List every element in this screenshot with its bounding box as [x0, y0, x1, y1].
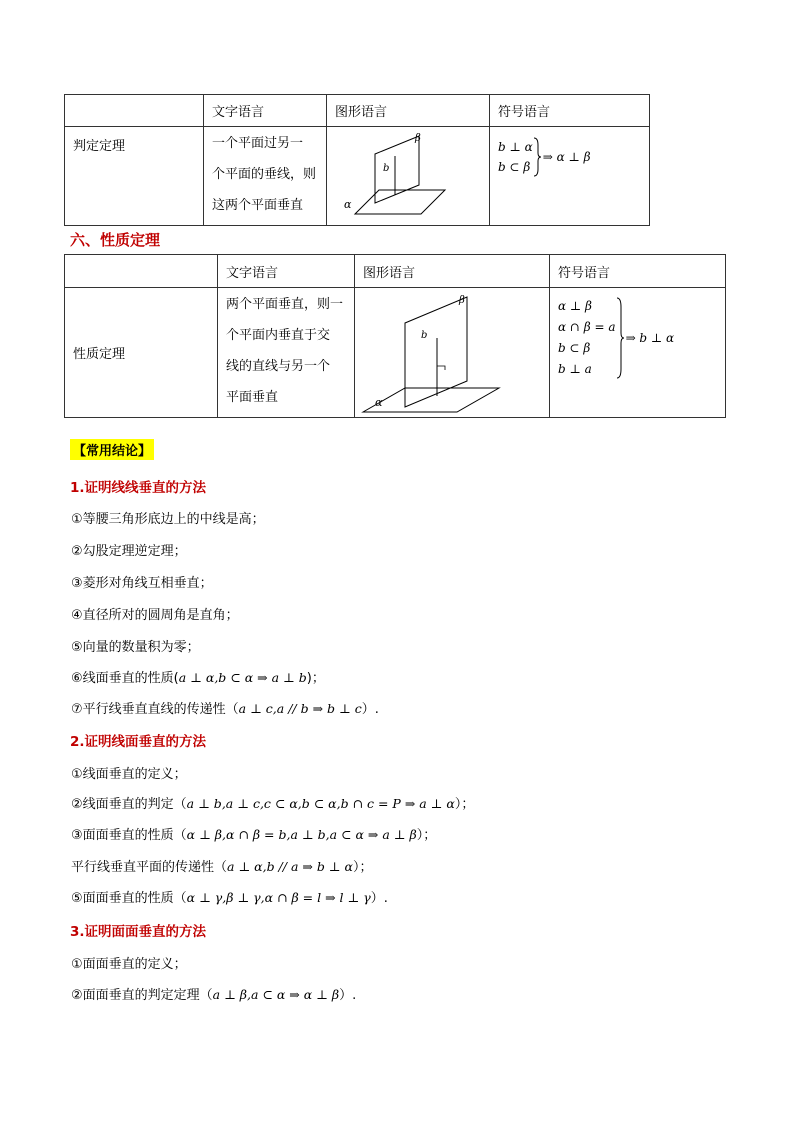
symbol-line: b ⊂ β	[498, 160, 531, 174]
item-text: ③面面垂直的性质（	[71, 828, 187, 843]
perpendicular-planes-figure	[327, 127, 481, 221]
label-b: b	[383, 163, 390, 174]
text-line: 两个平面垂直，则一	[226, 297, 344, 312]
section-heading-property-theorem: 六、性质定理	[70, 231, 161, 249]
brace-icon	[533, 137, 541, 177]
item-formula: a ⊥ α,b // a ⇒ b ⊥ α	[227, 859, 353, 874]
list-item	[71, 856, 373, 875]
symbol-line: b ⊥ α	[498, 140, 533, 154]
list-item	[71, 984, 356, 1003]
text-description	[218, 288, 355, 418]
symbol-line: b ⊥ a	[558, 362, 592, 376]
item-text: ）.	[370, 891, 388, 906]
theorem-table-judgment	[64, 94, 650, 226]
right-angle-mark	[437, 366, 445, 370]
label-beta: β	[415, 133, 421, 144]
item-text: ）；	[416, 828, 437, 843]
item-text: 平行线垂直平面的传递性（	[71, 860, 228, 875]
plane-beta	[405, 297, 467, 407]
row-label: 性质定理	[65, 288, 218, 418]
text-line: 这两个平面垂直	[212, 198, 304, 213]
item-text: ⑦平行线垂直直线的传递性（	[71, 702, 239, 717]
item-text: ）；	[352, 860, 373, 875]
symbol-result: ⇒ α ⊥ β	[542, 150, 591, 164]
list-item	[71, 793, 474, 812]
perpendicular-planes-figure	[355, 288, 549, 413]
symbol-line: b ⊂ β	[558, 341, 591, 355]
text-line: 个平面内垂直于交	[226, 328, 331, 343]
brace-icon	[616, 297, 624, 379]
item-formula: a ⊥ α,b ⊂ α ⇒ a ⊥ b	[178, 670, 307, 685]
list-item: ④直径所对的圆周角是直角；	[71, 608, 239, 623]
figure-cell	[355, 288, 550, 418]
plane-alpha	[355, 190, 445, 214]
text-line: 线的直线与另一个	[226, 359, 331, 374]
header-empty	[65, 255, 218, 288]
section-heading-line-plane: 2.证明线面垂直的方法	[70, 734, 207, 750]
list-item: ①面面垂直的定义；	[71, 957, 187, 972]
label-b: b	[421, 330, 428, 341]
label-alpha: α	[375, 396, 383, 409]
list-item: ②勾股定理逆定理；	[71, 544, 187, 559]
header-symbol-language: 符号语言	[490, 95, 650, 127]
item-text: ②线面垂直的判定（	[71, 797, 187, 812]
item-text: ）；	[454, 797, 475, 812]
list-item: ①等腰三角形底边上的中线是高；	[71, 512, 265, 527]
list-item	[71, 698, 379, 717]
item-formula: a ⊥ b,a ⊥ c,c ⊂ α,b ⊂ α,b ∩ c = P ⇒ a ⊥ α	[186, 796, 455, 811]
header-figure-language: 图形语言	[355, 255, 550, 288]
plane-alpha	[363, 388, 499, 412]
text-description	[204, 127, 327, 226]
symbol-cell	[550, 288, 726, 418]
plane-beta	[375, 136, 419, 203]
header-text-language: 文字语言	[218, 255, 355, 288]
text-line: 平面垂直	[226, 390, 279, 405]
header-text-language: 文字语言	[204, 95, 327, 127]
list-item: ③菱形对角线互相垂直；	[71, 576, 213, 591]
text-line: 个平面的垂线，则	[212, 167, 317, 182]
text-line: 一个平面过另一	[212, 136, 304, 151]
symbol-result: ⇒ b ⊥ α	[625, 331, 675, 345]
item-formula: a ⊥ c,a // b ⇒ b ⊥ c	[238, 701, 362, 716]
row-label: 判定定理	[65, 127, 204, 226]
theorem-table-property	[64, 254, 726, 418]
header-symbol-language: 符号语言	[550, 255, 726, 288]
common-conclusions-tag: 【常用结论】	[70, 439, 154, 460]
item-text: ）.	[339, 988, 357, 1003]
section-heading-line-line: 1.证明线线垂直的方法	[70, 480, 207, 496]
symbol-cell	[490, 127, 650, 226]
label-beta: β	[459, 295, 465, 306]
item-formula: α ⊥ β,α ∩ β = b,a ⊥ b,a ⊂ α ⇒ a ⊥ β	[186, 827, 417, 842]
symbol-line: α ∩ β = a	[558, 320, 616, 334]
list-item: ①线面垂直的定义；	[71, 767, 187, 782]
section-heading-plane-plane: 3.证明面面垂直的方法	[70, 924, 207, 940]
item-text: ⑥线面垂直的性质(	[71, 671, 179, 686]
figure-cell	[327, 127, 490, 226]
item-text: ②面面垂直的判定定理（	[71, 988, 213, 1003]
list-item	[71, 824, 436, 843]
item-text: ⑤面面垂直的性质（	[71, 891, 187, 906]
item-text: ）.	[361, 702, 379, 717]
label-alpha: α	[344, 198, 352, 211]
list-item: ⑤向量的数量积为零；	[71, 640, 200, 655]
list-item	[71, 667, 325, 686]
symbol-line: α ⊥ β	[558, 299, 592, 313]
item-formula: α ⊥ γ,β ⊥ γ,α ∩ β = l ⇒ l ⊥ γ	[186, 890, 371, 905]
list-item	[71, 887, 388, 906]
item-text: )；	[306, 671, 325, 686]
header-empty	[65, 95, 204, 127]
header-figure-language: 图形语言	[327, 95, 490, 127]
item-formula: a ⊥ β,a ⊂ α ⇒ α ⊥ β	[212, 987, 340, 1002]
